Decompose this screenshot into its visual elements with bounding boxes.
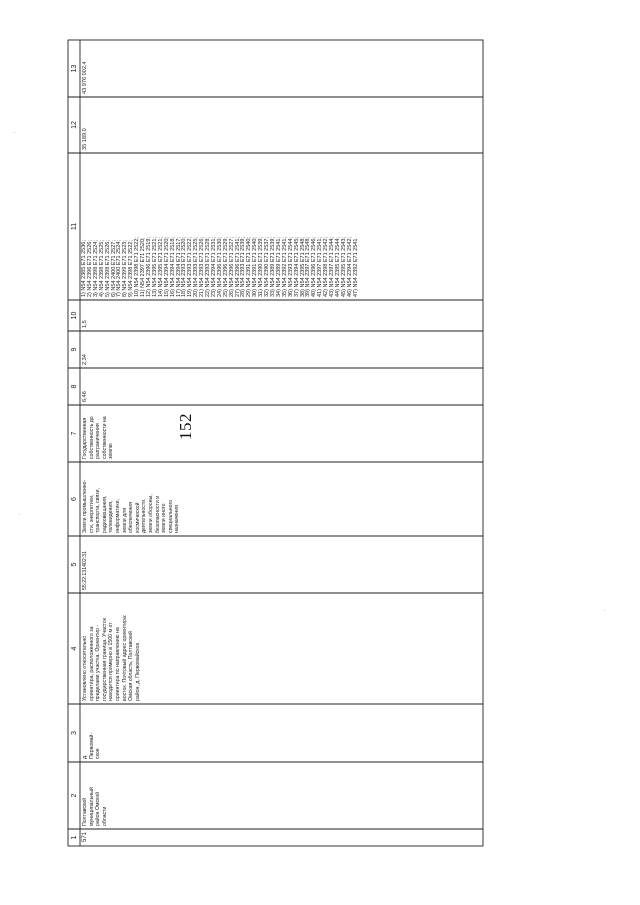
row-number: 571 (82, 831, 88, 842)
district-cell: Полтавский муниципальный район Омской области (82, 787, 108, 826)
column-header-6: 6 (71, 497, 78, 501)
column-header-2: 2 (71, 793, 78, 798)
column-header-13: 13 (71, 64, 78, 73)
column-header-4: 4 (71, 646, 78, 651)
column-header-5: 5 (71, 562, 78, 567)
ownership-cell: Государственная собственность до разграничения собственности на землю (82, 416, 115, 459)
column-13-value: 43 976 002,4 (82, 61, 88, 94)
column-header-1: 1 (71, 835, 78, 840)
coordinates-list: 1) N54 2385 E71 2536; 2) N54 2396 E71 2526; 3) N54 2398 E71 2524; 4) N54 2398 E71 2525; 5) N54 2398 E71 2526; 6) N54 2400 E71 2527; 7) N54 2400 E71 2524; 8) N54 2399 E71 2523; 9) N54 2398 E71 2522; 10) N54 2398 E71 2522; 11) N54 2397 E71 2520; 12) N54 2396 E71 2519; 13) N54 2395 E71 2521; 14) N54 2395 E71 2521; 15) N54 2394 E71 2520; 16) N54 2394 E71 2518; 17) N54 2394 E71 2517; 18) N54 2393 E71 2520; 19) N54 2393 E71 2522; 20) N54 2393 E71 2525; 21) N54 2393 E71 2526; 22) N54 2393 E71 2528; 23) N54 2394 E71 2531; 24) N54 2396 E71 2530; 25) N54 2396 E71 2529; 26) N54 2396 E71 2527; 27) N54 2396 E71 2541; 28) N54 2393 E71 2539; 29) N54 2391 E71 2540; 30) N54 2391 E71 2540; 31) N54 2390 E71 2539; 32) N54 2390 E71 2537; 33) N54 2389 E71 2539; 34) N54 2389 E71 2541; 35) N54 2392 E71 2541; 36) N54 2393 E71 2544; 37) N54 2394 E71 2545; 38) N54 2395 E71 2548; 39) N54 2397 E71 2548; 40) N54 2396 E71 2546; 41) N54 2397 E71 2541; 42) N54 2398 E71 2542; 43) N54 2397 E71 2544; 44) N54 2395 E71 2544; 45) N54 2395 E71 2543; 46) N54 2394 E71 2542; 47) N54 2392 E71 2541 (81, 237, 359, 297)
page-number: 152 (176, 413, 195, 440)
column-9-value: 2,34 (82, 354, 88, 365)
scan-speck (19, 514, 20, 515)
column-header-10: 10 (71, 311, 78, 320)
column-10-value: 1,5 (82, 320, 88, 328)
land-category-cell: Земли промышленно- сти, энергетики, транспорта, связи, радиовещания, телевидения, информатики, земли для обеспечения космической деятельности, земли обороны, безопасности и земли иного специального назначения (82, 479, 181, 533)
settlement-cell: д. Первомай- ское (82, 732, 102, 759)
column-header-7: 7 (71, 431, 78, 436)
location-cell: Установлено относительно ориентира, расположенного за пределами участка. Ориентир - государственная граница. Участок находится примерно в 1500 м от ориентира по направлению на восток. Почтовый адрес ориентира: Омская область, Полтавский район, д. Первомайское (82, 614, 141, 701)
column-header-11: 11 (71, 222, 78, 231)
column-header-9: 9 (71, 347, 78, 352)
scan-speck (604, 610, 605, 611)
scan-speck (14, 132, 15, 133)
column-8-value: 6,46 (82, 391, 88, 402)
cadastral-number-cell: 55:22:131402:31 (82, 551, 88, 590)
column-header-8: 8 (71, 384, 78, 389)
column-12-value: 35 189,0 (82, 128, 88, 150)
column-header-3: 3 (71, 731, 78, 735)
column-header-12: 12 (71, 121, 78, 129)
